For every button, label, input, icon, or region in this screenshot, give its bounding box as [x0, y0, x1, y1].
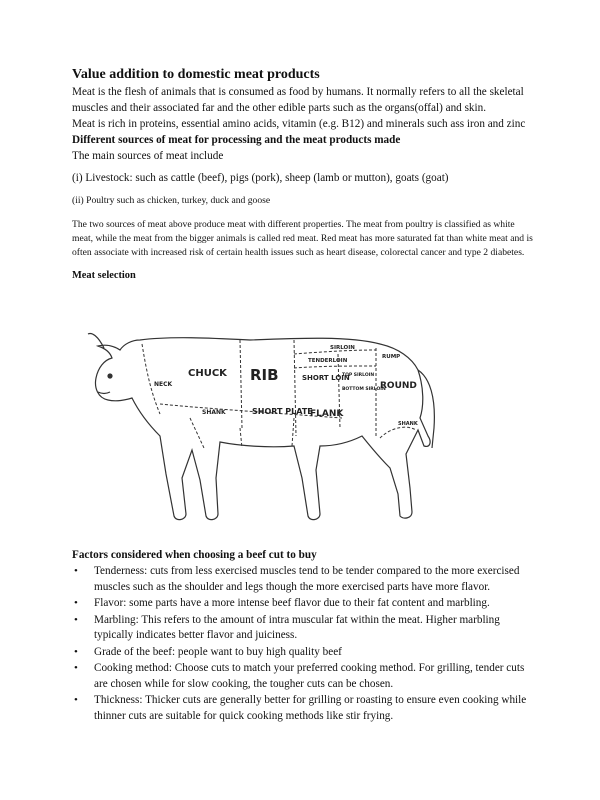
label-short-plate: SHORT PLATE [252, 407, 313, 416]
beef-cuts-diagram [80, 318, 440, 538]
list-item: • Cooking method: Choose cuts to match your preferred cooking method. For grilling, tender cuts are chosen while for slow cooking, the tougher cuts can be chosen. [72, 661, 534, 692]
sources-paragraph: The two sources of meat above produce meat with different properties. The meat from poultry is classified as white meat, while the meat from the bigger animals is called red meat. Red meat has more saturated fat than white meat and is often associate with increased risk of certain health issues such as heart disease, colorectal cancer and type 2 diabetes. [72, 219, 533, 258]
label-top-sirloin: TOP SIRLOIN [342, 373, 375, 378]
cut-line-rear-shank [380, 427, 416, 438]
label-flank: FLANK [310, 409, 344, 419]
label-shank-rear: SHANK [398, 421, 418, 427]
cow-illustration [80, 318, 440, 538]
cut-line-shank [190, 418, 204, 448]
cut-line-chuck-rib [240, 340, 242, 428]
factors-list [72, 564, 534, 724]
list-item: • Marbling: This refers to the amount of intra muscular fat within the meat. Higher marbling typically indicates better flavor and juiciness. [72, 613, 534, 644]
cut-line-neck [142, 344, 160, 414]
list-item: • Thickness: Thicker cuts are generally better for grilling or roasting to ensure even cooking while thinner cuts are suitable for quick cooking methods like stir frying. [72, 693, 534, 724]
label-round: ROUND [380, 381, 417, 391]
cut-line-tenderloin [294, 366, 376, 368]
cut-line-flank [292, 418, 294, 446]
label-tenderloin: TENDERLOIN [308, 358, 348, 364]
sources-item-poultry: (ii) Poultry such as chicken, turkey, duck and goose [72, 195, 271, 206]
sources-lead: The main sources of meat include [72, 150, 224, 162]
label-short-loin: SHORT LOIN [302, 374, 350, 382]
label-rump: RUMP [382, 354, 401, 360]
factors-heading: Factors considered when choosing a beef cut to buy [72, 549, 317, 561]
intro-paragraph-2: Meat is rich in proteins, essential amino acids, vitamin (e.g. B12) and minerals such ass iron and zinc [72, 118, 526, 130]
label-shank-front: SHANK [202, 409, 226, 416]
list-item: • Grade of the beef: people want to buy high quality beef [72, 645, 534, 661]
list-item: • Tenderness: cuts from less exercised muscles tend to be tender compared to the more exercised muscles such as the shoulder and legs though the more exercised parts have more flavor. [72, 564, 534, 595]
list-item: • Flavor: some parts have a more intense beef flavor due to their fat content and marbling. [72, 596, 534, 612]
label-sirloin: SIRLOIN [330, 345, 355, 351]
page-title: Value addition to domestic meat products [72, 67, 320, 82]
meat-selection-heading: Meat selection [72, 270, 136, 281]
intro-paragraph-1: Meat is the flesh of animals that is consumed as food by humans. It normally refers to all the skeletal muscles and their associated far and the other edible parts such as the organs(offal) and skin. [72, 86, 524, 114]
label-chuck: CHUCK [188, 368, 227, 379]
factors-section [72, 547, 534, 724]
sources-heading: Different sources of meat for processing and the meat products made [72, 134, 401, 146]
sources-item-livestock: (i) Livestock: such as cattle (beef), pigs (pork), sheep (lamb or mutton), goats (goat) [72, 172, 449, 184]
label-bottom-sirloin: BOTTOM SIRLOIN [342, 387, 386, 392]
document-body [72, 66, 534, 284]
label-rib: RIB [250, 366, 279, 384]
label-neck: NECK [154, 381, 173, 388]
